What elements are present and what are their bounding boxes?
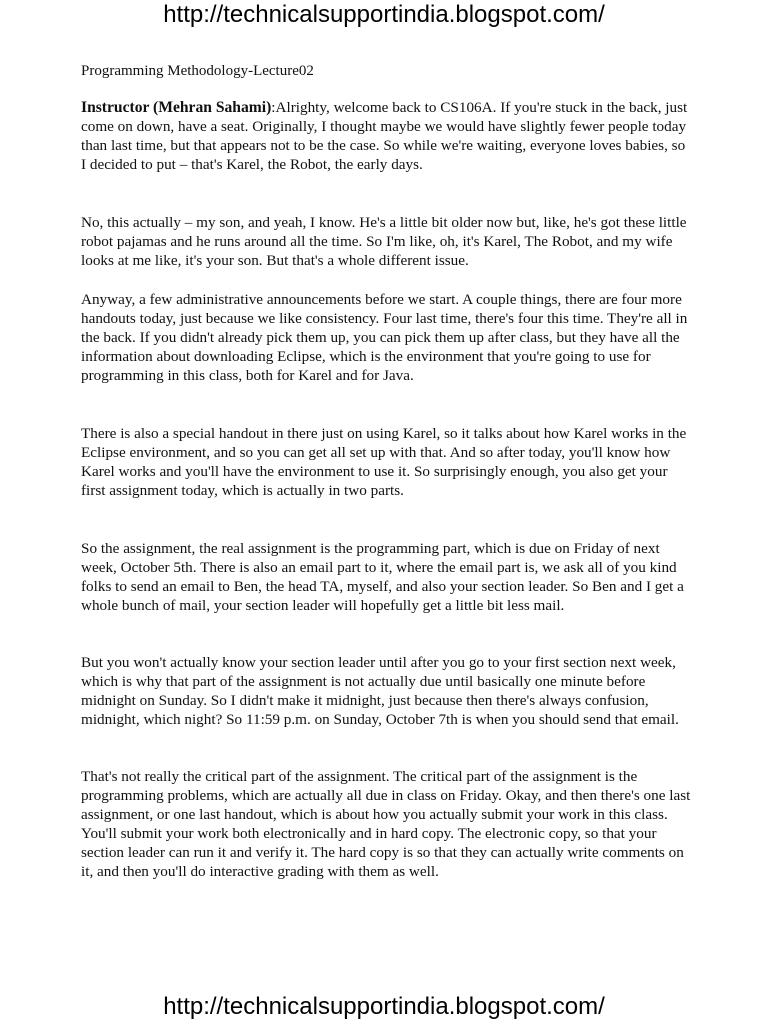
paragraph-1 xyxy=(81,98,693,174)
footer-url[interactable]: http://technicalsupportindia.blogspot.com/ xyxy=(163,993,605,1020)
document-title: Programming Methodology-Lecture02 xyxy=(81,63,314,79)
paragraph-3: Anyway, a few administrative announcements before we start. A couple things, there are four more handouts today, just because we like consistency. Four last time, there's four this time. They're all in the back. If you didn't already pick them up, you can pick them up after class, but they have all the information about downloading Eclipse, which is the environment that you're going to use for programming in this class, both for Karel and for Java. xyxy=(81,291,688,384)
paragraph-1-text: :Alrighty, welcome back to CS106A. If you're stuck in the back, just come on down, have a seat. Originally, I thought maybe we would have slightly fewer people today than last time, but that appears not to be the case. So while we're waiting, everyone loves babies, so I decided to put – that's Karel, the Robot, the early days. xyxy=(81,99,688,173)
header-url[interactable]: http://technicalsupportindia.blogspot.com/ xyxy=(163,1,605,28)
paragraph-6: But you won't actually know your section leader until after you go to your first section next week, which is why that part of the assignment is not actually due until basically one minute before midnight on Sunday. So I didn't make it midnight, just because then there's always confusion, midnight, which night? So 11:59 p.m. on Sunday, October 7th is when you should send that email. xyxy=(81,654,679,728)
speaker-name: Instructor (Mehran Sahami) xyxy=(81,99,272,116)
paragraph-4: There is also a special handout in there just on using Karel, so it talks about how Karel works in the Eclipse environment, and so you can get all set up with that. And so after today, you'll know how Karel works and you'll have the environment to use it. So surprisingly enough, you also get your first assignment today, which is actually in two parts. xyxy=(81,425,687,499)
paragraph-5: So the assignment, the real assignment is the programming part, which is due on Friday of next week, October 5th. There is also an email part to it, where the email part is, we ask all of you kind folks to send an email to Ben, the head TA, myself, and also your section leader. So Ben and I get a whole bunch of mail, your section leader will hopefully get a little bit less mail. xyxy=(81,540,684,614)
paragraph-7: That's not really the critical part of the assignment. The critical part of the assignment is the programming problems, which are actually all due in class on Friday. Okay, and then there's one last assignment, or one last handout, which is about how you actually submit your work in this class. You'll submit your work both electronically and in hard copy. The electronic copy, so that your section leader can run it and verify it. The hard copy is so that they can actually write comments on it, and then you'll do interactive grading with them as well. xyxy=(81,768,691,880)
paragraph-2: No, this actually – my son, and yeah, I know. He's a little bit older now but, like, he's got these little robot pajamas and he runs around all the time. So I'm like, oh, it's Karel, The Robot, and my wife looks at me like, it's your son. But that's a whole different issue. xyxy=(81,214,687,269)
